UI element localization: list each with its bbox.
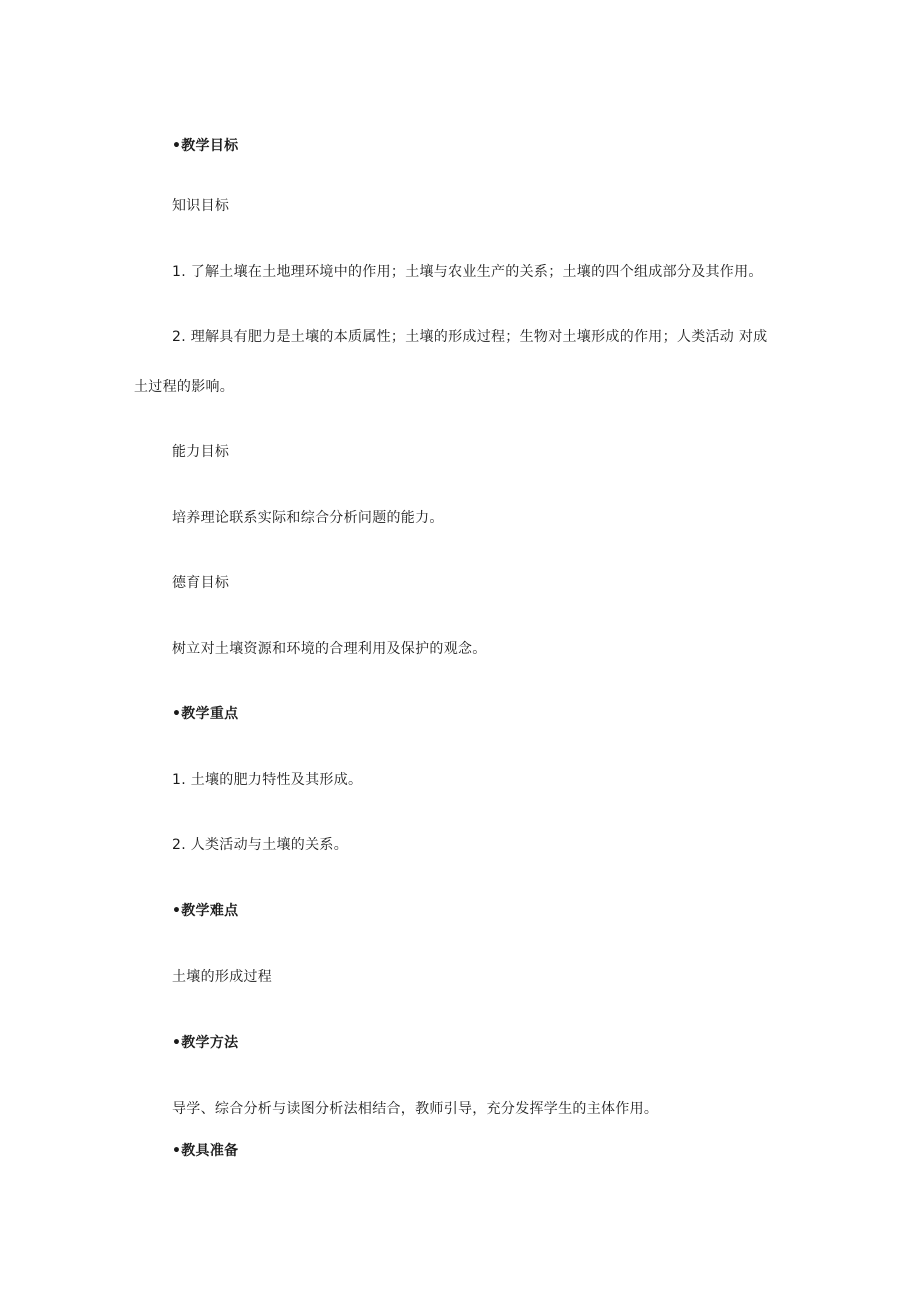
teaching-goals-heading: •教学目标 [172,138,239,154]
tools-heading: •教具准备 [172,1143,239,1159]
knowledge-goal-item-2-line-1: 2. 理解具有肥力是土壤的本质属性；土壤的形成过程；生物对土壤形成的作用；人类活动 对成 [172,329,768,345]
key-point-item-1: 1. 土壤的肥力特性及其形成。 [172,772,363,788]
moral-goals-text: 树立对土壤资源和环境的合理利用及保护的观念。 [172,641,487,657]
knowledge-goal-item-1: 1. 了解土壤在土地理环境中的作用；土壤与农业生产的关系；土壤的四个组成部分及其作用。 [172,264,763,280]
difficulties-heading: •教学难点 [172,903,239,919]
ability-goals-title: 能力目标 [172,444,230,460]
key-point-item-2: 2. 人类活动与土壤的关系。 [172,837,349,853]
key-points-heading: •教学重点 [172,706,239,722]
difficulties-text: 土壤的形成过程 [172,969,273,985]
knowledge-goal-item-2-line-2: 土过程的影响。 [134,379,235,395]
ability-goals-text: 培养理论联系实际和综合分析问题的能力。 [172,510,444,526]
methods-text: 导学、综合分析与读图分析法相结合，教师引导，充分发挥学生的主体作用。 [172,1101,659,1117]
methods-heading: •教学方法 [172,1035,239,1051]
knowledge-goals-title: 知识目标 [172,198,230,214]
moral-goals-title: 德育目标 [172,575,230,591]
